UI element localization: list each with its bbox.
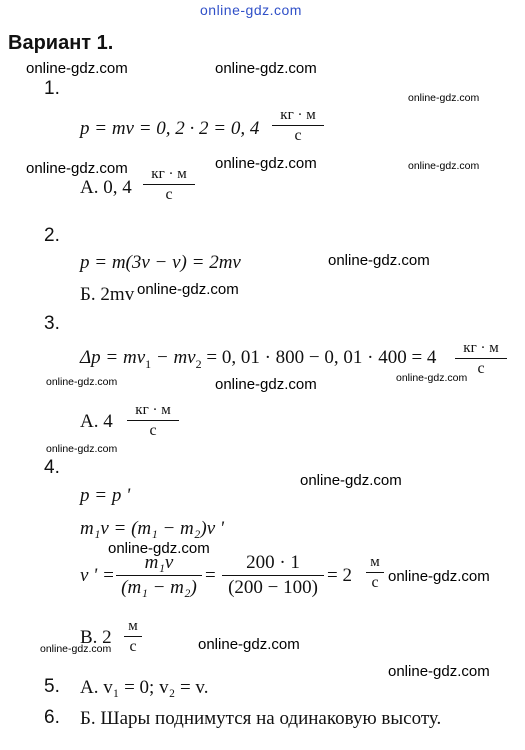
unit-fraction-m-s: м с <box>366 554 384 592</box>
problem-6-answer: Б. Шары поднимутся на одинаковую высоту. <box>80 708 442 729</box>
problem-3-answer: А. 4 <box>80 411 113 432</box>
page-title: Вариант 1. <box>8 32 114 54</box>
watermark: online-gdz.com <box>26 160 128 177</box>
problem-number-6: 6. <box>44 707 60 728</box>
watermark: online-gdz.com <box>388 663 490 680</box>
problem-5-answer: А. v₁ = 0; v₂ = v. <box>80 677 209 698</box>
watermark: online-gdz.com <box>46 376 118 388</box>
problem-4-line-3-lhs: v ' = <box>80 565 115 586</box>
problem-2-answer: Б. 2mv <box>80 284 135 305</box>
problem-4-line-2: m₁v = (m₁ − m₂)v ' <box>80 518 224 539</box>
problem-number-3: 3. <box>44 313 60 334</box>
problem-4-answer: В. 2 <box>80 627 112 648</box>
watermark: online-gdz.com <box>408 92 480 104</box>
fraction-numeric: 200 · 1 (200 − 100) <box>222 552 324 599</box>
watermark: online-gdz.com <box>40 643 112 655</box>
watermark: online-gdz.com <box>215 155 317 172</box>
problem-number-2: 2. <box>44 225 60 246</box>
watermark: online-gdz.com <box>108 540 210 557</box>
watermark: online-gdz.com <box>328 252 430 269</box>
problem-4-line-1: p = p ' <box>80 485 131 506</box>
watermark: online-gdz.com <box>26 60 128 77</box>
equals-sign: = <box>205 565 216 586</box>
watermark: online-gdz.com <box>215 60 317 77</box>
unit-fraction-kg-m-s: кг · м с <box>127 402 179 440</box>
unit-fraction-kg-m-s: кг · м с <box>272 107 324 145</box>
watermark: online-gdz.com <box>137 281 239 298</box>
problem-2-equation: p = m(3v − v) = 2mv <box>80 252 241 273</box>
problem-number-1: 1. <box>44 78 60 99</box>
watermark: online-gdz.com <box>300 472 402 489</box>
unit-fraction-m-s: м с <box>124 618 142 656</box>
problem-number-5: 5. <box>44 676 60 697</box>
watermark: online-gdz.com <box>408 160 480 172</box>
watermark: online-gdz.com <box>46 443 118 455</box>
watermark: online-gdz.com <box>198 636 300 653</box>
problem-number-4: 4. <box>44 457 60 478</box>
fraction-symbolic: m₁v (m₁ − m₂) <box>116 552 202 599</box>
watermark: online-gdz.com <box>215 376 317 393</box>
watermark: online-gdz.com <box>388 568 490 585</box>
problem-3-equation: $\Delta p = mv_1 - mv_2 = 0$, 01 · 800 − 0, 01 · 400 = 4 <box>80 347 437 371</box>
problem-4-result: = 2 <box>327 565 352 586</box>
unit-fraction-kg-m-s: кг · м с <box>455 340 507 378</box>
watermark-top: online-gdz.com <box>200 2 302 18</box>
unit-fraction-kg-m-s: кг · м с <box>143 166 195 204</box>
problem-1-answer: А. 0, 4 <box>80 177 132 198</box>
problem-1-equation: p = mv = 0, 2 · 2 = 0, 4 <box>80 118 260 139</box>
watermark: online-gdz.com <box>396 372 468 384</box>
